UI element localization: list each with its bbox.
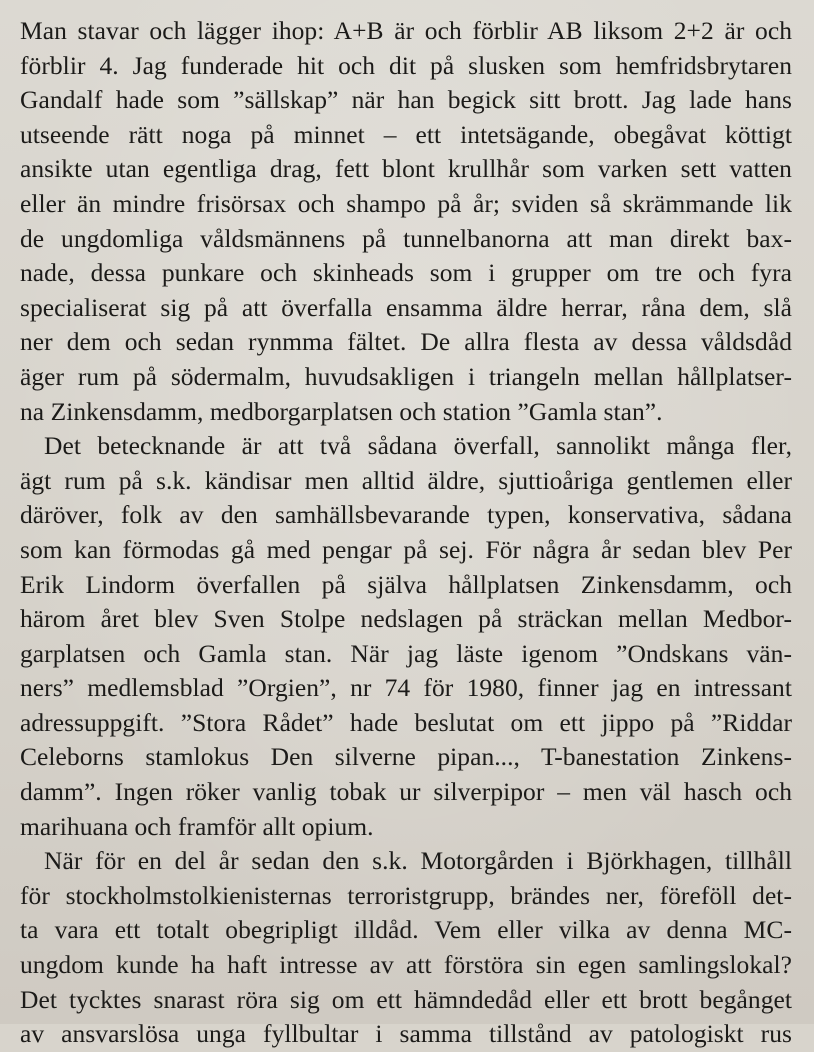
text-line: damm”. Ingen röker vanlig tobak ur silverpipor – men väl hasch och [20, 777, 792, 807]
text-line: av ansvarslösa unga fyllbultar i samma tillstånd av patologiskt rus [20, 1019, 792, 1049]
text-line: ansikte utan egentliga drag, fett blont krullhår som varken sett vatten [20, 154, 792, 184]
text-line: Det tycktes snarast röra sig om ett hämndedåd eller ett brott begånget [20, 984, 792, 1014]
text-line: Det betecknande är att två sådana överfall, sannolikt många fler, [44, 431, 792, 461]
text-line: ungdom kunde ha haft intresse av att förstöra sin egen samlingslokal? [20, 950, 792, 980]
text-line: äger rum på södermalm, huvudsakligen i triangeln mellan hållplatser- [20, 361, 792, 391]
text-line: ner dem och sedan rynmma fältet. De allra flesta av dessa våldsdåd [20, 327, 792, 357]
text-line: Erik Lindorm överfallen på själva hållplatsen Zinkensdamm, och [20, 569, 792, 599]
text-line: Celeborns stamlokus Den silverne pipan..., T-banestation Zinkens- [20, 742, 792, 772]
text-line: ners” medlemsblad ”Orgien”, nr 74 för 1980, finner jag en intressant [20, 673, 792, 703]
text-line: ägt rum på s.k. kändisar men alltid äldre, sjuttioåriga gentlemen eller [20, 465, 792, 495]
text-line: specialiserat sig på att överfalla ensamma äldre herrar, råna dem, slå [20, 292, 792, 322]
paragraph-1 [20, 14, 792, 429]
text-line: som kan förmodas gå med pengar på sej. För några år sedan blev Per [20, 534, 792, 564]
text-line: Gandalf hade som ”sällskap” när han begick sitt brott. Jag lade hans [20, 85, 792, 115]
text-line: nade, dessa punkare och skinheads som i grupper om tre och fyra [20, 258, 792, 288]
text-line: Man stavar och lägger ihop: A+B är och förblir AB liksom 2+2 är och [20, 16, 792, 45]
paragraph-3 [20, 844, 792, 1052]
text-line: na Zinkensdamm, medborgarplatsen och station ”Gamla stan”. [20, 396, 663, 426]
text-line: marihuana och framför allt opium. [20, 811, 374, 841]
text-line: de ungdomliga våldsmännens på tunnelbanorna att man direkt bax- [20, 223, 792, 253]
text-line: för stockholmstolkienisternas terroristgrupp, brändes ner, föreföll det- [20, 880, 792, 910]
paragraph-2 [20, 429, 792, 844]
text-line: härom året blev Sven Stolpe nedslagen på sträckan mellan Medbor- [20, 604, 792, 634]
text-line: eller än mindre frisörsax och shampo på år; sviden så skrämmande lik [20, 188, 792, 218]
text-line: När för en del år sedan den s.k. Motorgården i Björkhagen, tillhåll [44, 846, 792, 876]
text-line: utseende rätt noga på minnet – ett intetsägande, obegåvat köttigt [20, 119, 792, 149]
text-line: adressuppgift. ”Stora Rådet” hade beslutat om ett jippo på ”Riddar [20, 707, 792, 737]
text-line: förblir 4. Jag funderade hit och dit på slusken som hemfridsbrytaren [20, 50, 792, 80]
text-line: ta vara ett totalt obegripligt illdåd. Vem eller vilka av denna MC- [20, 915, 792, 945]
text-line: däröver, folk av den samhällsbevarande typen, konservativa, sådana [20, 500, 792, 530]
body-text [20, 14, 792, 1052]
text-line: garplatsen och Gamla stan. När jag läste igenom ”Ondskans vän- [20, 638, 792, 668]
